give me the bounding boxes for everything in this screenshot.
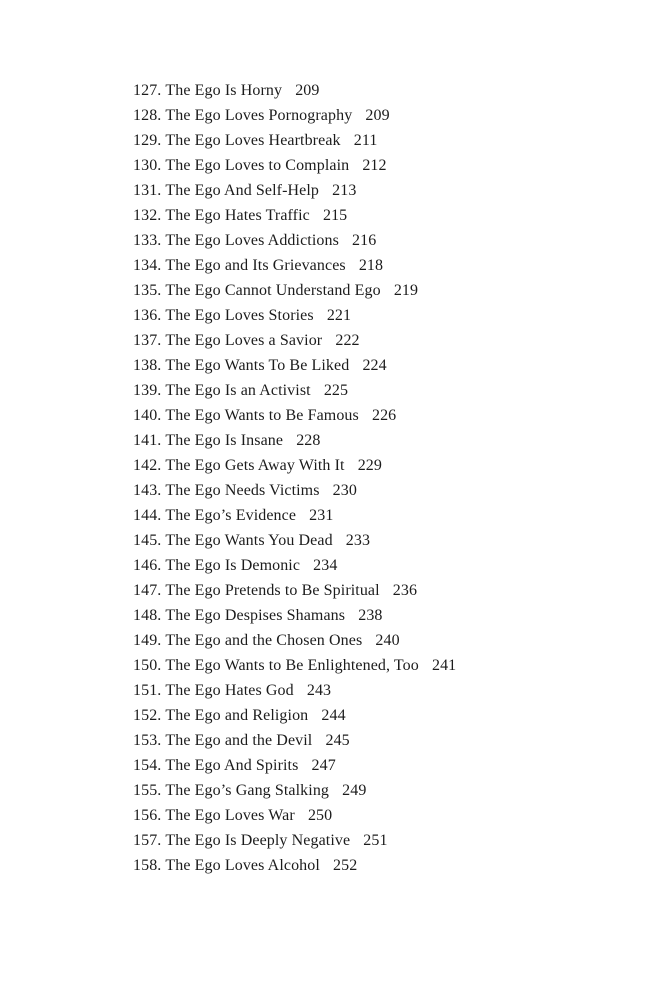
- toc-entry[interactable]: [133, 678, 603, 703]
- toc-entry-title: The Ego Cannot Understand Ego: [165, 282, 381, 299]
- toc-entry[interactable]: [133, 628, 603, 653]
- toc-entry-title: The Ego Needs Victims: [165, 482, 320, 499]
- toc-entry[interactable]: [133, 503, 603, 528]
- toc-entry-page: 234: [313, 557, 338, 574]
- toc-entry-title: The Ego and the Devil: [165, 732, 313, 749]
- toc-entry-title: The Ego And Spirits: [165, 757, 299, 774]
- toc-entry[interactable]: [133, 403, 603, 428]
- toc-entry[interactable]: [133, 653, 603, 678]
- toc-entry-number: 154.: [133, 757, 162, 774]
- toc-entry-page: 250: [307, 807, 333, 824]
- toc-entry-page: 219: [393, 282, 419, 299]
- toc-entry-title: The Ego Wants You Dead: [165, 532, 333, 549]
- toc-entry-number: 146.: [133, 557, 162, 574]
- toc-entry[interactable]: [133, 128, 603, 153]
- toc-entry[interactable]: [133, 228, 603, 253]
- toc-entry-title: The Ego Is an Activist: [165, 382, 311, 399]
- toc-entry-number: 142.: [133, 457, 162, 474]
- toc-entry-number: 129.: [133, 132, 162, 149]
- toc-entry-title: The Ego Loves Stories: [165, 307, 314, 324]
- toc-entry-page: 212: [362, 157, 387, 174]
- toc-entry[interactable]: [133, 353, 603, 378]
- toc-entry-page: 247: [311, 757, 336, 774]
- toc-entry-title: The Ego Loves a Savior: [165, 332, 323, 349]
- toc-entry-number: 157.: [133, 832, 162, 849]
- toc-entry-title: The Ego and Its Grievances: [165, 257, 346, 274]
- toc-entry[interactable]: [133, 178, 603, 203]
- toc-entry-number: 156.: [133, 807, 162, 824]
- toc-entry[interactable]: [133, 753, 603, 778]
- toc-entry-title: The Ego Pretends to Be Spiritual: [165, 582, 380, 599]
- toc-entry-title: The Ego Is Insane: [165, 432, 284, 449]
- toc-entry[interactable]: [133, 378, 603, 403]
- toc-entry-number: 151.: [133, 682, 162, 699]
- toc-entry-number: 141.: [133, 432, 162, 449]
- toc-entry-page: 221: [326, 307, 352, 324]
- toc-entry-page: 222: [335, 332, 360, 349]
- toc-entry-number: 131.: [133, 182, 162, 199]
- toc-entry-title: The Ego Gets Away With It: [165, 457, 345, 474]
- toc-entry-number: 138.: [133, 357, 162, 374]
- toc-entry[interactable]: [133, 428, 603, 453]
- toc-entry[interactable]: [133, 603, 603, 628]
- toc-entry-number: 143.: [133, 482, 162, 499]
- toc-entry-title: The Ego Wants to Be Famous: [165, 407, 359, 424]
- toc-entry[interactable]: [133, 278, 603, 303]
- toc-entry-page: 225: [323, 382, 349, 399]
- toc-entry[interactable]: [133, 853, 603, 878]
- toc-entry-number: 134.: [133, 257, 162, 274]
- toc-entry-page: 209: [295, 82, 320, 99]
- toc-entry-page: 231: [309, 507, 334, 524]
- toc-entry-page: 209: [365, 107, 390, 124]
- toc-entry-number: 130.: [133, 157, 162, 174]
- toc-entry-number: 128.: [133, 107, 162, 124]
- toc-entry-title: The Ego Is Demonic: [165, 557, 301, 574]
- toc-entry[interactable]: [133, 103, 603, 128]
- toc-entry[interactable]: [133, 578, 603, 603]
- toc-entry-page: 233: [345, 532, 371, 549]
- toc-entry-title: The Ego Hates God: [165, 682, 294, 699]
- toc-entry-title: The Ego Wants To Be Liked: [165, 357, 350, 374]
- toc-entry-number: 147.: [133, 582, 162, 599]
- toc-entry-page: 215: [322, 207, 348, 224]
- toc-entry[interactable]: [133, 253, 603, 278]
- toc-entry-number: 155.: [133, 782, 162, 799]
- toc-entry-title: The Ego Loves to Complain: [165, 157, 350, 174]
- toc-entry-number: 150.: [133, 657, 162, 674]
- toc-entry-page: 230: [332, 482, 357, 499]
- toc-entry-title: The Ego and Religion: [165, 707, 309, 724]
- toc-entry-page: 218: [358, 257, 384, 274]
- toc-entry-title: The Ego And Self-Help: [165, 182, 320, 199]
- toc-entry-number: 133.: [133, 232, 162, 249]
- toc-entry-page: 245: [325, 732, 350, 749]
- toc-entry-number: 149.: [133, 632, 162, 649]
- toc-entry-number: 132.: [133, 207, 162, 224]
- toc-entry[interactable]: [133, 828, 603, 853]
- toc-entry[interactable]: [133, 303, 603, 328]
- toc-entry-title: The Ego Loves Heartbreak: [165, 132, 341, 149]
- toc-entry-number: 127.: [133, 82, 162, 99]
- toc-entry-title: The Ego’s Gang Stalking: [165, 782, 330, 799]
- toc-entry-title: The Ego’s Evidence: [165, 507, 297, 524]
- toc-entry[interactable]: [133, 553, 603, 578]
- toc-entry-title: The Ego Loves Addictions: [165, 232, 339, 249]
- toc-entry-page: 241: [431, 657, 457, 674]
- toc-entry[interactable]: [133, 78, 603, 103]
- toc-entry[interactable]: [133, 328, 603, 353]
- toc-entry-number: 153.: [133, 732, 162, 749]
- toc-entry[interactable]: [133, 528, 603, 553]
- toc-entry-page: 249: [342, 782, 367, 799]
- toc-entry[interactable]: [133, 778, 603, 803]
- toc-entry-page: 229: [357, 457, 382, 474]
- toc-entry[interactable]: [133, 453, 603, 478]
- toc-entry-page: 240: [375, 632, 400, 649]
- toc-entry-page: 252: [333, 857, 358, 874]
- toc-entry[interactable]: [133, 478, 603, 503]
- toc-entry-title: The Ego Loves Pornography: [165, 107, 353, 124]
- toc-entry-page: 211: [353, 132, 378, 149]
- toc-entry[interactable]: [133, 203, 603, 228]
- toc-entry[interactable]: [133, 728, 603, 753]
- toc-entry-page: 244: [321, 707, 346, 724]
- toc-entry-number: 137.: [133, 332, 162, 349]
- toc-entry-page: 228: [296, 432, 321, 449]
- toc-entry-number: 139.: [133, 382, 162, 399]
- toc-entry-page: 226: [371, 407, 397, 424]
- toc-entry-title: The Ego and the Chosen Ones: [165, 632, 363, 649]
- toc-entry-title: The Ego Loves Alcohol: [165, 857, 320, 874]
- toc-entry-title: The Ego Is Deeply Negative: [165, 832, 351, 849]
- toc-entry-number: 135.: [133, 282, 162, 299]
- toc-entry-title: The Ego Loves War: [165, 807, 295, 824]
- toc-entry-title: The Ego Hates Traffic: [165, 207, 310, 224]
- toc-entry-page: 224: [362, 357, 387, 374]
- toc-entry-number: 140.: [133, 407, 162, 424]
- toc-entry-title: The Ego Wants to Be Enlightened, Too: [165, 657, 419, 674]
- toc-entry-page: 243: [306, 682, 332, 699]
- toc-entry-number: 144.: [133, 507, 162, 524]
- toc-entry-page: 236: [392, 582, 418, 599]
- toc-entry-title: The Ego Is Horny: [165, 82, 283, 99]
- toc-entry-page: 238: [358, 607, 383, 624]
- toc-entry-page: 251: [363, 832, 388, 849]
- toc-entry[interactable]: [133, 703, 603, 728]
- toc-entry-number: 152.: [133, 707, 162, 724]
- toc-entry[interactable]: [133, 803, 603, 828]
- toc-list: [133, 78, 603, 878]
- toc-entry-number: 145.: [133, 532, 162, 549]
- toc-entry-number: 136.: [133, 307, 162, 324]
- toc-entry-number: 158.: [133, 857, 162, 874]
- toc-entry-title: The Ego Despises Shamans: [165, 607, 346, 624]
- toc-entry-number: 148.: [133, 607, 162, 624]
- toc-entry-page: 216: [352, 232, 377, 249]
- toc-entry-page: 213: [332, 182, 357, 199]
- toc-entry[interactable]: [133, 153, 603, 178]
